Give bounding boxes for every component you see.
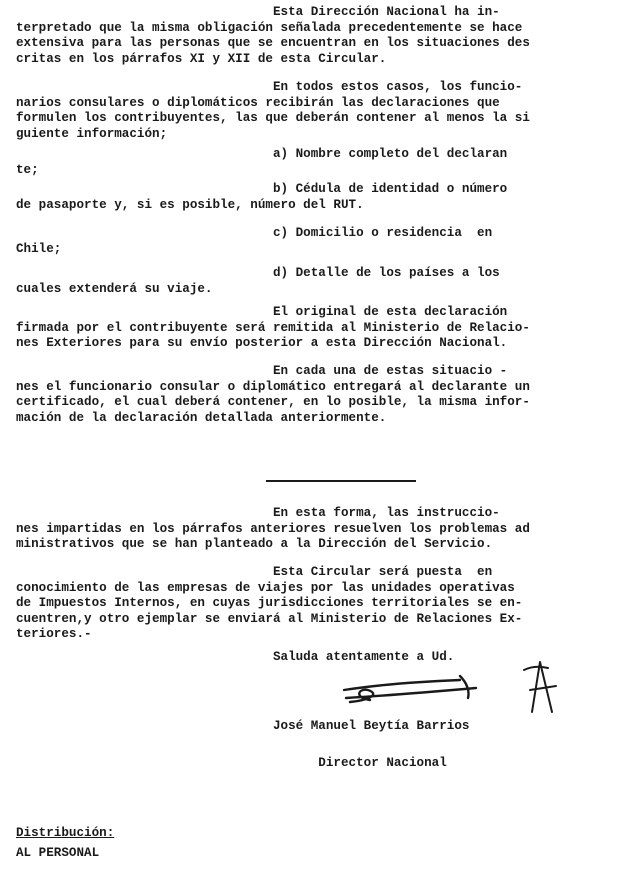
paragraph-p6-line: de Impuestos Internos, en cuyas jurisdicciones territoriales se en- xyxy=(16,596,523,610)
paragraph-p4-line: certificado, el cual deberá contener, en lo posible, la misma infor- xyxy=(16,395,530,409)
paragraph-c-line: Chile; xyxy=(16,241,62,256)
paragraph-d-line: cuales extenderá su viaje. xyxy=(16,281,213,296)
closing-signer-title: Director Nacional xyxy=(16,756,447,770)
paragraph-p2-line: En todos estos casos, los funcio- xyxy=(16,80,523,94)
paragraph-b-line: de pasaporte y, si es posible, número del RUT. xyxy=(16,197,364,212)
section-divider xyxy=(266,480,416,482)
paragraph-p3-line: El original de esta declaración xyxy=(16,305,508,319)
distribution-label: Distribución: xyxy=(16,826,115,840)
paragraph-a-line: a) Nombre completo del declaran xyxy=(16,147,508,161)
signer-name: José Manuel Beytía Barrios xyxy=(16,719,470,733)
paragraph-p6-line: conocimiento de las empresas de viajes por las unidades operativas xyxy=(16,580,515,595)
paragraph-p1-line: critas en los párrafos XI y XII de esta Circular. xyxy=(16,51,387,66)
paragraph-p6-line: cuentren,y otro ejemplar se enviará al Ministerio de Relaciones Ex- xyxy=(16,611,523,626)
paragraph-c-line: c) Domicilio o residencia en xyxy=(16,226,493,240)
signature-flourish xyxy=(518,656,568,716)
paragraph-b-line: b) Cédula de identidad o número xyxy=(16,182,508,196)
paragraph-p3-line: nes Exteriores para su envío posterior a esta Dirección Nacional. xyxy=(16,336,508,350)
paragraph-p3-line: firmada por el contribuyente será remitida al Ministerio de Relacio- xyxy=(16,320,530,335)
paragraph-a-line: te; xyxy=(16,162,39,177)
paragraph-p6-line: teriores.- xyxy=(16,627,92,641)
handwritten-signature xyxy=(340,668,480,728)
paragraph-d-line: d) Detalle de los países a los xyxy=(16,266,500,280)
paragraph-p1-line: extensiva para las personas que se encuentran en los situaciones des xyxy=(16,36,530,50)
paragraph-p6-line: Esta Circular será puesta en xyxy=(16,565,493,579)
closing-greeting: Saluda atentamente a Ud. xyxy=(16,650,455,664)
paragraph-p5-line: En esta forma, las instruccio- xyxy=(16,506,500,520)
paragraph-p5-line: nes impartidas en los párrafos anteriores resuelven los problemas ad xyxy=(16,521,530,536)
paragraph-p2-line: narios consulares o diplomáticos recibirán las declaraciones que xyxy=(16,95,500,110)
paragraph-p4-line: En cada una de estas situacio - xyxy=(16,364,508,378)
paragraph-p1-line: Esta Dirección Nacional ha in- xyxy=(16,5,500,19)
paragraph-p1-line: terpretado que la misma obligación señalada precedentemente se hace xyxy=(16,20,523,35)
paragraph-p2-line: guiente información; xyxy=(16,126,168,141)
paragraph-p5-line: ministrativos que se han planteado a la Dirección del Servicio. xyxy=(16,537,493,551)
paragraph-p2-line: formulen los contribuyentes, las que deberán contener al menos la si xyxy=(16,111,530,125)
paragraph-p4-line: mación de la declaración detallada anteriormente. xyxy=(16,410,387,425)
distribution-value: AL PERSONAL xyxy=(16,846,100,860)
paragraph-p4-line: nes el funcionario consular o diplomático entregará al declarante un xyxy=(16,379,530,394)
